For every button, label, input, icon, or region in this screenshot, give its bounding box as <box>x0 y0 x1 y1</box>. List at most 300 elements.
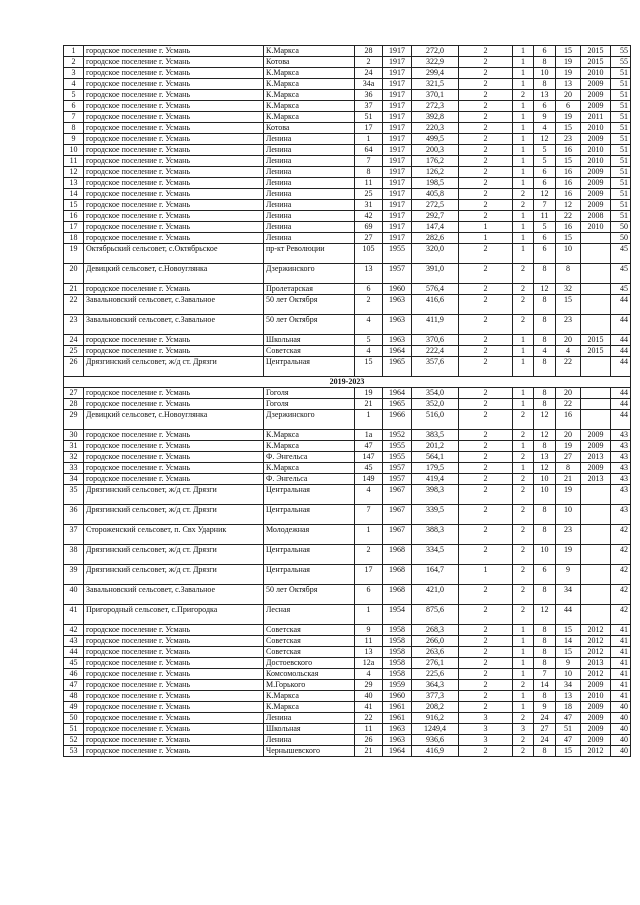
residents-cell: 13 <box>556 79 581 90</box>
floors-cell: 2 <box>459 680 513 691</box>
street-cell: Ленина <box>264 735 355 746</box>
floors-cell: 3 <box>459 735 513 746</box>
table-row <box>64 315 631 335</box>
entrances-cell: 1 <box>513 167 534 178</box>
build-year-cell: 1917 <box>383 145 412 156</box>
table-body <box>64 46 631 757</box>
table-row <box>64 57 631 68</box>
floors-cell: 2 <box>459 505 513 525</box>
term-cell: 44 <box>611 295 631 315</box>
floors-cell: 2 <box>459 284 513 295</box>
row-number: 51 <box>64 724 84 735</box>
entrances-cell: 1 <box>513 669 534 680</box>
table-row <box>64 388 631 399</box>
term-cell: 40 <box>611 746 631 757</box>
street-cell: Молодежная <box>264 525 355 545</box>
area-cell: 421,0 <box>412 585 459 605</box>
row-number: 39 <box>64 565 84 585</box>
table-row <box>64 178 631 189</box>
house-number-cell: 47 <box>355 441 383 452</box>
repair-year-cell <box>581 284 611 295</box>
term-cell: 51 <box>611 123 631 134</box>
entrances-cell: 2 <box>513 565 534 585</box>
house-number-cell: 26 <box>355 735 383 746</box>
house-number-cell: 4 <box>355 315 383 335</box>
term-cell: 43 <box>611 452 631 463</box>
street-cell: Ленина <box>264 211 355 222</box>
table-row <box>64 430 631 441</box>
house-number-cell: 6 <box>355 284 383 295</box>
entrances-cell: 1 <box>513 441 534 452</box>
floors-cell: 3 <box>459 724 513 735</box>
street-cell: Ленина <box>264 189 355 200</box>
apartments-cell: 10 <box>534 474 556 485</box>
house-number-cell: 31 <box>355 200 383 211</box>
street-cell: Гоголя <box>264 399 355 410</box>
repair-year-cell: 2009 <box>581 101 611 112</box>
street-cell: Гоголя <box>264 388 355 399</box>
floors-cell: 2 <box>459 399 513 410</box>
apartments-cell: 24 <box>534 735 556 746</box>
term-cell: 51 <box>611 145 631 156</box>
row-number: 21 <box>64 284 84 295</box>
term-cell: 51 <box>611 90 631 101</box>
street-cell: К.Маркса <box>264 702 355 713</box>
build-year-cell: 1952 <box>383 430 412 441</box>
house-number-cell: 4 <box>355 346 383 357</box>
entrances-cell: 1 <box>513 101 534 112</box>
term-cell: 42 <box>611 525 631 545</box>
repair-year-cell: 2009 <box>581 79 611 90</box>
build-year-cell: 1955 <box>383 441 412 452</box>
settlement-cell: городское поселение г. Усмань <box>84 463 264 474</box>
settlement-cell: городское поселение г. Усмань <box>84 702 264 713</box>
apartments-cell: 6 <box>534 178 556 189</box>
term-cell: 51 <box>611 200 631 211</box>
settlement-cell: городское поселение г. Усмань <box>84 452 264 463</box>
repair-year-cell <box>581 233 611 244</box>
house-number-cell: 21 <box>355 746 383 757</box>
row-number: 41 <box>64 605 84 625</box>
settlement-cell: Стороженский сельсовет, п. Свх Ударник <box>84 525 264 545</box>
entrances-cell: 1 <box>513 625 534 636</box>
build-year-cell: 1964 <box>383 346 412 357</box>
build-year-cell: 1958 <box>383 636 412 647</box>
table-row <box>64 746 631 757</box>
residents-cell: 8 <box>556 264 581 284</box>
repair-year-cell: 2013 <box>581 452 611 463</box>
house-number-cell: 1а <box>355 430 383 441</box>
apartments-cell: 8 <box>534 625 556 636</box>
floors-cell: 3 <box>459 713 513 724</box>
entrances-cell: 2 <box>513 505 534 525</box>
table-row <box>64 658 631 669</box>
apartments-cell: 12 <box>534 430 556 441</box>
term-cell: 41 <box>611 680 631 691</box>
row-number: 17 <box>64 222 84 233</box>
table-row <box>64 485 631 505</box>
settlement-cell: городское поселение г. Усмань <box>84 746 264 757</box>
floors-cell: 2 <box>459 691 513 702</box>
table-row <box>64 167 631 178</box>
entrances-cell: 2 <box>513 430 534 441</box>
repair-year-cell: 2009 <box>581 441 611 452</box>
build-year-cell: 1917 <box>383 233 412 244</box>
build-year-cell: 1963 <box>383 724 412 735</box>
area-cell: 198,5 <box>412 178 459 189</box>
settlement-cell: городское поселение г. Усмань <box>84 658 264 669</box>
entrances-cell: 2 <box>513 295 534 315</box>
build-year-cell: 1957 <box>383 264 412 284</box>
settlement-cell: городское поселение г. Усмань <box>84 167 264 178</box>
settlement-cell: Дрязгинский сельсовет, ж/д ст. Дрязги <box>84 545 264 565</box>
row-number: 16 <box>64 211 84 222</box>
build-year-cell: 1961 <box>383 713 412 724</box>
table-row <box>64 525 631 545</box>
repair-year-cell: 2013 <box>581 474 611 485</box>
table-row <box>64 452 631 463</box>
entrances-cell: 1 <box>513 399 534 410</box>
area-cell: 276,1 <box>412 658 459 669</box>
build-year-cell: 1961 <box>383 702 412 713</box>
area-cell: 272,5 <box>412 200 459 211</box>
apartments-cell: 6 <box>534 244 556 264</box>
settlement-cell: городское поселение г. Усмань <box>84 691 264 702</box>
settlement-cell: городское поселение г. Усмань <box>84 79 264 90</box>
apartments-cell: 6 <box>534 167 556 178</box>
settlement-cell: городское поселение г. Усмань <box>84 57 264 68</box>
apartments-cell: 7 <box>534 669 556 680</box>
table-row <box>64 713 631 724</box>
house-number-cell: 36 <box>355 90 383 101</box>
apartments-cell: 8 <box>534 525 556 545</box>
settlement-cell: Завальновский сельсовет, с.Завальное <box>84 295 264 315</box>
term-cell: 40 <box>611 713 631 724</box>
floors-cell: 2 <box>459 335 513 346</box>
area-cell: 364,3 <box>412 680 459 691</box>
table-row <box>64 211 631 222</box>
entrances-cell: 2 <box>513 735 534 746</box>
floors-cell: 2 <box>459 430 513 441</box>
house-number-cell: 24 <box>355 68 383 79</box>
repair-year-cell: 2010 <box>581 691 611 702</box>
apartments-cell: 14 <box>534 680 556 691</box>
floors-cell: 2 <box>459 134 513 145</box>
settlement-cell: Дрязгинский сельсовет, ж/д ст. Дрязги <box>84 565 264 585</box>
area-cell: 225,6 <box>412 669 459 680</box>
area-cell: 352,0 <box>412 399 459 410</box>
residents-cell: 16 <box>556 145 581 156</box>
house-number-cell: 41 <box>355 702 383 713</box>
street-cell: Школьная <box>264 335 355 346</box>
apartments-cell: 5 <box>534 222 556 233</box>
row-number: 38 <box>64 545 84 565</box>
floors-cell: 2 <box>459 295 513 315</box>
table-row <box>64 222 631 233</box>
house-number-cell: 147 <box>355 452 383 463</box>
residents-cell: 8 <box>556 463 581 474</box>
settlement-cell: городское поселение г. Усмань <box>84 134 264 145</box>
build-year-cell: 1917 <box>383 167 412 178</box>
entrances-cell: 1 <box>513 211 534 222</box>
table-row <box>64 189 631 200</box>
street-cell: К.Маркса <box>264 101 355 112</box>
row-number: 50 <box>64 713 84 724</box>
apartments-cell: 8 <box>534 585 556 605</box>
area-cell: 292,7 <box>412 211 459 222</box>
row-number: 45 <box>64 658 84 669</box>
apartments-cell: 8 <box>534 335 556 346</box>
table-row <box>64 636 631 647</box>
term-cell: 40 <box>611 702 631 713</box>
table-row <box>64 474 631 485</box>
residents-cell: 21 <box>556 474 581 485</box>
residents-cell: 19 <box>556 112 581 123</box>
entrances-cell: 1 <box>513 156 534 167</box>
repair-year-cell <box>581 244 611 264</box>
area-cell: 383,5 <box>412 430 459 441</box>
house-number-cell: 69 <box>355 222 383 233</box>
build-year-cell: 1965 <box>383 399 412 410</box>
repair-year-cell <box>581 605 611 625</box>
term-cell: 44 <box>611 410 631 430</box>
repair-year-cell: 2009 <box>581 189 611 200</box>
apartments-cell: 11 <box>534 211 556 222</box>
floors-cell: 2 <box>459 485 513 505</box>
residents-cell: 20 <box>556 335 581 346</box>
house-number-cell: 149 <box>355 474 383 485</box>
floors-cell: 2 <box>459 211 513 222</box>
floors-cell: 2 <box>459 79 513 90</box>
house-number-cell: 7 <box>355 505 383 525</box>
build-year-cell: 1967 <box>383 485 412 505</box>
term-cell: 55 <box>611 46 631 57</box>
floors-cell: 2 <box>459 452 513 463</box>
entrances-cell: 1 <box>513 346 534 357</box>
apartments-cell: 4 <box>534 346 556 357</box>
residents-cell: 4 <box>556 346 581 357</box>
street-cell: К.Маркса <box>264 430 355 441</box>
area-cell: 391,0 <box>412 264 459 284</box>
floors-cell: 2 <box>459 525 513 545</box>
build-year-cell: 1957 <box>383 463 412 474</box>
floors-cell: 2 <box>459 636 513 647</box>
entrances-cell: 2 <box>513 315 534 335</box>
apartments-cell: 24 <box>534 713 556 724</box>
street-cell: М.Горького <box>264 680 355 691</box>
entrances-cell: 2 <box>513 284 534 295</box>
residents-cell: 44 <box>556 605 581 625</box>
floors-cell: 2 <box>459 189 513 200</box>
street-cell: К.Маркса <box>264 691 355 702</box>
apartments-cell: 8 <box>534 441 556 452</box>
table-row <box>64 134 631 145</box>
apartments-cell: 12 <box>534 134 556 145</box>
table-row <box>64 357 631 377</box>
term-cell: 44 <box>611 346 631 357</box>
street-cell: Ленина <box>264 167 355 178</box>
settlement-cell: городское поселение г. Усмань <box>84 399 264 410</box>
house-number-cell: 1 <box>355 525 383 545</box>
street-cell: Ленина <box>264 145 355 156</box>
repair-year-cell: 2010 <box>581 145 611 156</box>
build-year-cell: 1965 <box>383 357 412 377</box>
row-number: 31 <box>64 441 84 452</box>
repair-year-cell: 2009 <box>581 90 611 101</box>
settlement-cell: Пригородный сельсовет, с.Пригородка <box>84 605 264 625</box>
street-cell: Центральная <box>264 485 355 505</box>
repair-year-cell: 2008 <box>581 211 611 222</box>
term-cell: 51 <box>611 79 631 90</box>
term-cell: 41 <box>611 625 631 636</box>
apartments-cell: 8 <box>534 647 556 658</box>
row-number: 7 <box>64 112 84 123</box>
street-cell: Советская <box>264 647 355 658</box>
settlement-cell: городское поселение г. Усмань <box>84 178 264 189</box>
house-number-cell: 27 <box>355 233 383 244</box>
floors-cell: 2 <box>459 669 513 680</box>
street-cell: Советская <box>264 346 355 357</box>
street-cell: К.Маркса <box>264 441 355 452</box>
residents-cell: 15 <box>556 46 581 57</box>
term-cell: 41 <box>611 658 631 669</box>
table-row <box>64 441 631 452</box>
floors-cell: 1 <box>459 565 513 585</box>
term-cell: 51 <box>611 112 631 123</box>
area-cell: 268,3 <box>412 625 459 636</box>
entrances-cell: 2 <box>513 264 534 284</box>
repair-year-cell: 2012 <box>581 669 611 680</box>
table-row <box>64 200 631 211</box>
house-number-cell: 34а <box>355 79 383 90</box>
apartments-cell: 8 <box>534 658 556 669</box>
table-row <box>64 605 631 625</box>
area-cell: 272,3 <box>412 101 459 112</box>
residents-cell: 12 <box>556 200 581 211</box>
table-row <box>64 625 631 636</box>
build-year-cell: 1966 <box>383 410 412 430</box>
apartments-cell: 12 <box>534 463 556 474</box>
floors-cell: 2 <box>459 346 513 357</box>
entrances-cell: 1 <box>513 134 534 145</box>
house-number-cell: 51 <box>355 112 383 123</box>
street-cell: 50 лет Октября <box>264 295 355 315</box>
term-cell: 41 <box>611 647 631 658</box>
build-year-cell: 1917 <box>383 68 412 79</box>
street-cell: Ленина <box>264 134 355 145</box>
floors-cell: 2 <box>459 647 513 658</box>
repair-year-cell: 2009 <box>581 178 611 189</box>
row-number: 24 <box>64 335 84 346</box>
term-cell: 43 <box>611 485 631 505</box>
repair-year-cell: 2009 <box>581 724 611 735</box>
house-number-cell: 11 <box>355 636 383 647</box>
area-cell: 370,6 <box>412 335 459 346</box>
floors-cell: 2 <box>459 90 513 101</box>
residents-cell: 19 <box>556 545 581 565</box>
entrances-cell: 2 <box>513 189 534 200</box>
row-number: 32 <box>64 452 84 463</box>
house-number-cell: 13 <box>355 264 383 284</box>
settlement-cell: городское поселение г. Усмань <box>84 430 264 441</box>
floors-cell: 2 <box>459 46 513 57</box>
repair-year-cell <box>581 585 611 605</box>
area-cell: 398,3 <box>412 485 459 505</box>
area-cell: 126,2 <box>412 167 459 178</box>
street-cell: К.Маркса <box>264 46 355 57</box>
build-year-cell: 1955 <box>383 452 412 463</box>
settlement-cell: городское поселение г. Усмань <box>84 233 264 244</box>
term-cell: 44 <box>611 357 631 377</box>
repair-year-cell: 2015 <box>581 335 611 346</box>
floors-cell: 2 <box>459 145 513 156</box>
repair-year-cell <box>581 545 611 565</box>
floors-cell: 1 <box>459 222 513 233</box>
row-number: 26 <box>64 357 84 377</box>
house-number-cell: 64 <box>355 145 383 156</box>
settlement-cell: городское поселение г. Усмань <box>84 713 264 724</box>
floors-cell: 2 <box>459 101 513 112</box>
house-number-cell: 19 <box>355 388 383 399</box>
residents-cell: 15 <box>556 233 581 244</box>
street-cell: Ленина <box>264 178 355 189</box>
settlement-cell: городское поселение г. Усмань <box>84 145 264 156</box>
entrances-cell: 2 <box>513 474 534 485</box>
residents-cell: 16 <box>556 410 581 430</box>
street-cell: Ленина <box>264 200 355 211</box>
settlement-cell: городское поселение г. Усмань <box>84 112 264 123</box>
apartments-cell: 5 <box>534 145 556 156</box>
entrances-cell: 1 <box>513 57 534 68</box>
floors-cell: 2 <box>459 123 513 134</box>
repair-year-cell: 2010 <box>581 68 611 79</box>
term-cell: 44 <box>611 388 631 399</box>
settlement-cell: городское поселение г. Усмань <box>84 123 264 134</box>
build-year-cell: 1917 <box>383 189 412 200</box>
term-cell: 42 <box>611 605 631 625</box>
term-cell: 51 <box>611 211 631 222</box>
area-cell: 339,5 <box>412 505 459 525</box>
residents-cell: 16 <box>556 178 581 189</box>
entrances-cell: 2 <box>513 746 534 757</box>
residents-cell: 34 <box>556 680 581 691</box>
house-number-cell: 2 <box>355 295 383 315</box>
street-cell: К.Маркса <box>264 463 355 474</box>
entrances-cell: 1 <box>513 636 534 647</box>
build-year-cell: 1917 <box>383 46 412 57</box>
entrances-cell: 2 <box>513 585 534 605</box>
row-number: 11 <box>64 156 84 167</box>
build-year-cell: 1959 <box>383 680 412 691</box>
floors-cell: 2 <box>459 244 513 264</box>
table-row <box>64 68 631 79</box>
floors-cell: 2 <box>459 178 513 189</box>
entrances-cell: 2 <box>513 680 534 691</box>
area-cell: 392,8 <box>412 112 459 123</box>
settlement-cell: Завальновский сельсовет, с.Завальное <box>84 585 264 605</box>
build-year-cell: 1964 <box>383 746 412 757</box>
term-cell: 55 <box>611 57 631 68</box>
table-row <box>64 691 631 702</box>
floors-cell: 2 <box>459 545 513 565</box>
term-cell: 43 <box>611 430 631 441</box>
floors-cell: 2 <box>459 112 513 123</box>
house-number-cell: 13 <box>355 647 383 658</box>
street-cell: Ленина <box>264 713 355 724</box>
term-cell: 44 <box>611 335 631 346</box>
area-cell: 405,8 <box>412 189 459 200</box>
repair-year-cell <box>581 410 611 430</box>
